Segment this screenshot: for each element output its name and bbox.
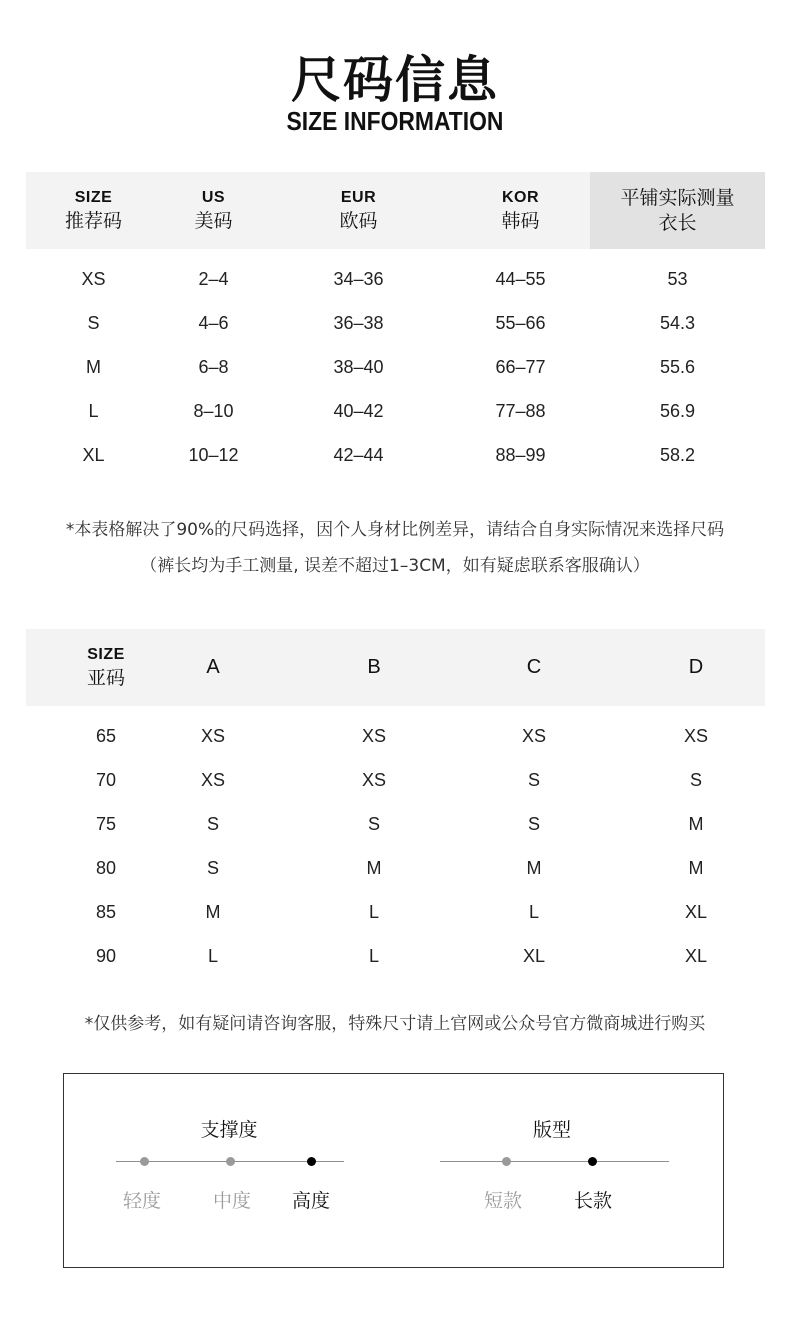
cell-cup-b: XS [361, 770, 386, 790]
fit-dot-short [502, 1157, 511, 1166]
cell-length: 58.2 [659, 445, 696, 465]
cell-kor: 55–66 [495, 313, 546, 333]
header-us-cn: 美码 [194, 210, 233, 232]
header-size-en: SIZE [74, 189, 113, 206]
cell-cup-d: S [689, 770, 702, 790]
cell-cup-c: L [528, 902, 539, 922]
cell-cup-d: M [688, 814, 704, 834]
size-table-note-2: （裤长均为手工测量, 误差不超过1–3CM，如有疑虑联系客服确认） [140, 556, 650, 576]
cell-kor: 88–99 [495, 445, 546, 465]
header-asia-size-cn: 亚码 [86, 667, 125, 689]
cell-cup-b: XS [361, 726, 386, 746]
table-row [26, 846, 765, 890]
cell-cup-a: S [206, 814, 219, 834]
bra-size-table [26, 629, 765, 979]
support-title: 支撑度 [200, 1119, 258, 1141]
size-table-note: *本表格解决了90%的尺码选择，因个人身材比例差异，请结合自身实际情况来选择尺码 [65, 520, 725, 540]
cell-band: 65 [95, 726, 117, 746]
table-row [26, 934, 765, 978]
table-row [26, 433, 765, 477]
support-dot-medium [226, 1157, 235, 1166]
header-kor [451, 172, 590, 249]
fit-label-long: 长款 [573, 1190, 612, 1212]
cell-cup-c: S [527, 770, 540, 790]
cell-us: 4–6 [198, 313, 229, 333]
cell-length: 56.9 [659, 401, 696, 421]
table-row [26, 257, 765, 301]
cell-eur: 34–36 [333, 269, 384, 289]
support-label-light: 轻度 [122, 1190, 161, 1212]
header-cup-c [454, 629, 614, 706]
cell-length: 53 [667, 269, 688, 289]
header-kor-en: KOR [501, 189, 540, 206]
feature-guide-box [63, 1073, 724, 1268]
page-title-en: SIZE INFORMATION [286, 106, 504, 136]
header-size-cn: 推荐码 [64, 210, 122, 232]
header-length [590, 172, 765, 249]
cell-kor: 77–88 [495, 401, 546, 421]
cell-cup-a: S [206, 858, 219, 878]
header-kor-cn: 韩码 [501, 210, 540, 232]
table-row [26, 389, 765, 433]
cell-eur: 38–40 [333, 357, 384, 377]
table-row [26, 802, 765, 846]
cell-size: L [88, 401, 99, 421]
cell-cup-c: S [527, 814, 540, 834]
cell-cup-b: L [368, 902, 379, 922]
header-length-line2: 衣长 [658, 211, 697, 234]
cell-kor: 44–55 [495, 269, 546, 289]
cell-cup-c: XL [522, 946, 546, 966]
fit-dot-long [588, 1157, 597, 1166]
cell-cup-d: XS [683, 726, 708, 746]
cell-cup-b: M [366, 858, 382, 878]
header-us [161, 172, 266, 249]
size-table [26, 172, 765, 472]
table-row [26, 890, 765, 934]
cell-us: 8–10 [193, 401, 234, 421]
header-length-line1: 平铺实际测量 [620, 186, 735, 209]
header-us-en: US [201, 189, 226, 206]
cell-band: 80 [95, 858, 117, 878]
support-label-medium: 中度 [212, 1190, 251, 1212]
cell-cup-a: XS [200, 726, 225, 746]
cell-size: S [87, 313, 100, 333]
cell-cup-d: XL [684, 946, 708, 966]
cell-band: 75 [95, 814, 117, 834]
cell-cup-d: M [688, 858, 704, 878]
cell-size: XS [81, 269, 106, 289]
cell-size: XL [82, 445, 105, 465]
header-size [26, 172, 161, 249]
fit-scale-line [440, 1161, 669, 1162]
cell-cup-a: M [205, 902, 221, 922]
cell-cup-c: M [526, 858, 542, 878]
bra-table-note: *仅供参考，如有疑问请咨询客服，特殊尺寸请上官网或公众号官方微商城进行购买 [84, 1014, 706, 1034]
table-row [26, 714, 765, 758]
cell-us: 2–4 [198, 269, 229, 289]
cell-eur: 42–44 [333, 445, 384, 465]
support-label-high: 高度 [291, 1190, 330, 1212]
cell-cup-d: XL [684, 902, 708, 922]
header-eur-cn: 欧码 [339, 210, 378, 232]
table-row [26, 758, 765, 802]
fit-label-short: 短款 [483, 1190, 522, 1212]
page-title-cn: 尺码信息 [291, 51, 499, 109]
cell-eur: 40–42 [333, 401, 384, 421]
size-table-header [26, 172, 765, 249]
header-eur-en: EUR [340, 189, 377, 206]
header-cup-c-label: C [526, 656, 542, 678]
cell-band: 70 [95, 770, 117, 790]
cell-cup-a: L [207, 946, 218, 966]
support-dot-light [140, 1157, 149, 1166]
cell-cup-b: S [367, 814, 380, 834]
cell-us: 6–8 [198, 357, 229, 377]
header-eur [266, 172, 451, 249]
cell-length: 54.3 [659, 313, 696, 333]
support-dot-high [307, 1157, 316, 1166]
cell-band: 90 [95, 946, 117, 966]
header-cup-d [616, 629, 776, 706]
header-asia-size-en: SIZE [87, 646, 125, 663]
cell-eur: 36–38 [333, 313, 384, 333]
table-row [26, 345, 765, 389]
cell-length: 55.6 [659, 357, 696, 377]
cell-cup-b: L [368, 946, 379, 966]
fit-title: 版型 [532, 1119, 571, 1141]
header-cup-b-label: B [367, 656, 381, 678]
cell-kor: 66–77 [495, 357, 546, 377]
cell-band: 85 [95, 902, 117, 922]
table-row [26, 301, 765, 345]
cell-cup-c: XS [521, 726, 546, 746]
cell-size: M [86, 357, 101, 377]
bra-size-table-header [26, 629, 765, 706]
cell-us: 10–12 [188, 445, 239, 465]
cell-cup-a: XS [200, 770, 225, 790]
header-cup-a-label: A [206, 656, 220, 678]
header-cup-a [133, 629, 293, 706]
header-cup-b [294, 629, 454, 706]
header-cup-d-label: D [688, 656, 704, 678]
